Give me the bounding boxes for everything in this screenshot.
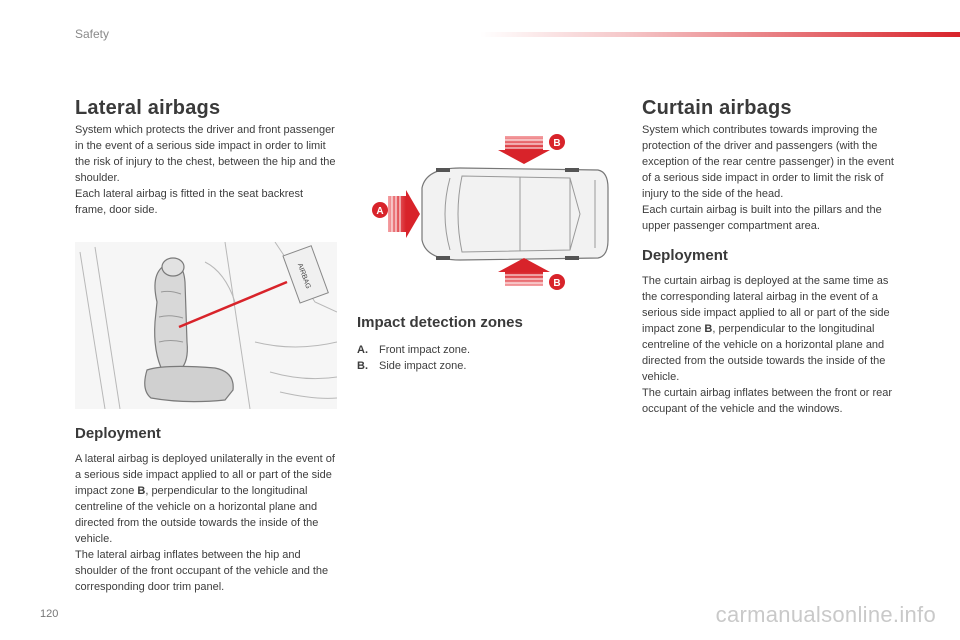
legend-text-a: Front impact zone. <box>379 344 471 356</box>
legend-item-a <box>357 342 587 358</box>
zone-a-label: A <box>376 206 384 217</box>
seat-airbag-label: AIRBAG <box>295 262 312 290</box>
watermark: carmanualsonline.info <box>715 602 936 627</box>
zone-b-top-label: B <box>553 138 561 149</box>
page-number: 120 <box>40 608 59 620</box>
curtain-deployment-title: Deployment <box>642 247 728 264</box>
lateral-deployment-title: Deployment <box>75 425 161 442</box>
curtain-airbags-location: Each curtain airbag is built into the pillars and the upper passenger compartment area. <box>642 204 882 232</box>
curtain-airbags-intro: System which contributes towards improving the protection of the driver and passengers (with the exception of the rear centre passenger) in the event of a serious side impact in order to limit the risk of injury to the side of the head. <box>642 124 894 200</box>
curtain-airbags-section <box>642 96 904 417</box>
curtain-deployment-zone: B <box>704 323 713 335</box>
curtain-inflation-text: The curtain airbag inflates between the front or rear occupant of the vehicle and the windows. <box>642 387 893 415</box>
lateral-inflation-text: The lateral airbag inflates between the hip and shoulder of the front occupant of the vehicle and the corresponding door trim panel. <box>75 549 329 593</box>
seat-illustration-graphic <box>75 242 337 409</box>
section-header: Safety <box>75 27 110 41</box>
lateral-deployment-text-a: A lateral airbag is deployed unilaterally in the event of a serious side impact applied to all or part of the side impact zone <box>75 453 335 497</box>
legend-text-b: Side impact zone. <box>379 360 467 372</box>
lateral-airbags-title: Lateral airbags <box>75 97 221 119</box>
legend-key-a: A. <box>357 344 368 356</box>
curtain-deployment-text-b: , perpendicular to the longitudinal centreline of the vehicle on a horizontal plane and directed from the outside towards the inside of the vehicle. <box>642 323 886 383</box>
impact-zones-section <box>357 314 587 374</box>
impact-zones-diagram <box>370 130 610 292</box>
header-accent-bar <box>480 32 960 37</box>
zone-b-bottom-label: B <box>553 278 561 289</box>
curtain-deployment-text <box>642 273 904 385</box>
curtain-deployment-text-a: The curtain airbag is deployed at the same time as the corresponding lateral airbag in the event of a serious side impact applied to all or part of the side impact zone <box>642 275 890 335</box>
seat-airbag-illustration <box>75 242 337 409</box>
lateral-deployment-text-b: , perpendicular to the longitudinal centreline of the vehicle on a horizontal plane and directed from the outside towards the inside of the vehicle. <box>75 485 319 545</box>
lateral-airbags-location: Each lateral airbag is fitted in the seat backrest frame, door side. <box>75 188 304 216</box>
lateral-airbags-intro: System which protects the driver and front passenger in the event of a serious side impact in order to limit the risk of injury to the chest, between the hip and the shoulder. <box>75 124 336 184</box>
lateral-deployment-zone: B <box>137 485 146 497</box>
lateral-deployment-section <box>75 425 337 595</box>
impact-zones-graphic <box>370 130 610 292</box>
curtain-airbags-title: Curtain airbags <box>642 97 792 119</box>
impact-zones-title: Impact detection zones <box>357 314 523 331</box>
legend-item-b <box>357 358 587 374</box>
lateral-airbags-section <box>75 96 337 218</box>
legend-key-b: B. <box>357 360 368 372</box>
lateral-deployment-text <box>75 451 337 547</box>
